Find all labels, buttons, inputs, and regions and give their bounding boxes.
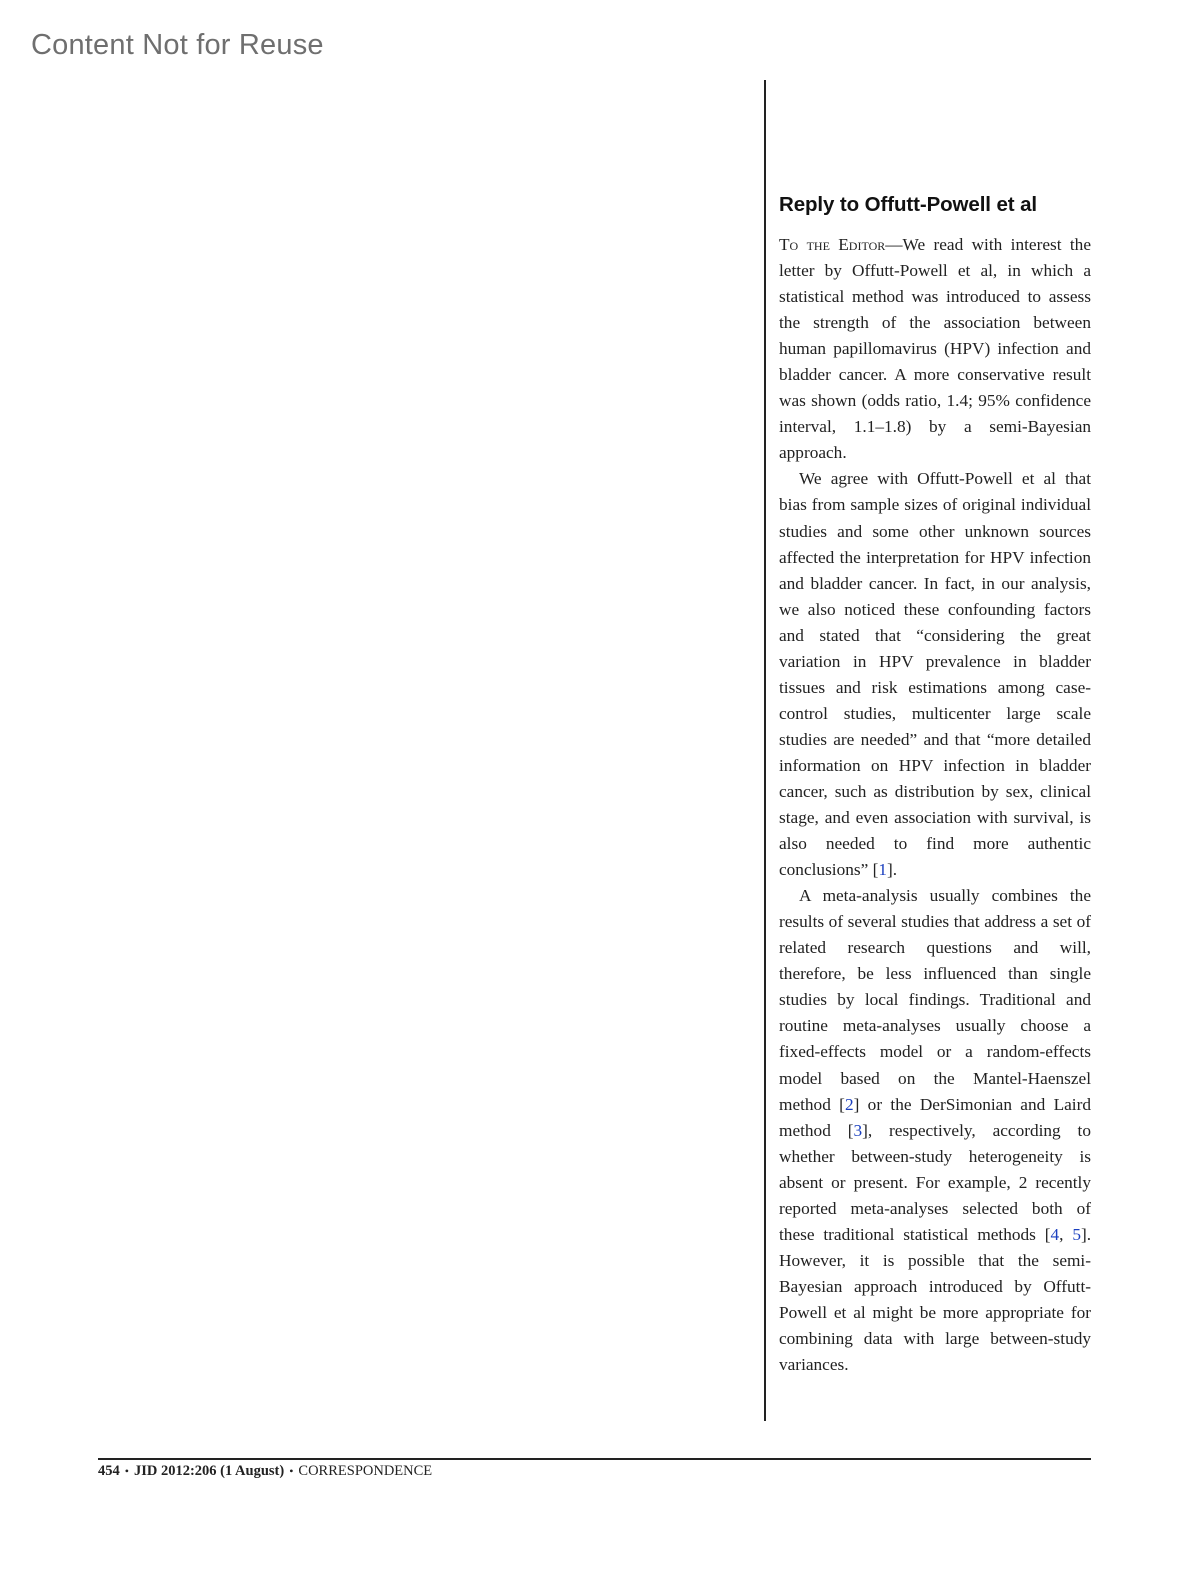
paragraph-2: We agree with Offutt-Powell et al that bias from sample sizes of original individual studies and some other unknown sources affected the interpretation for HPV infection and bladder cancer. In fact, in our analysis, we also noticed these confounding factors and stated that “considering the great variation in HPV prevalence in bladder tissues and risk estimations among case-control studies, multicenter large scale studies are needed” and that “more detailed information on HPV infection in bladder cancer, such as distribution by sex, clinical stage, and even association with survival, is also needed to find more authentic conclusions” [1]. [779,469,1091,880]
article-column [779,193,1091,1378]
footer-bullet: • [124,1464,129,1478]
page-number: 454 [98,1463,120,1479]
salutation-dash: — [885,235,903,254]
paragraph-3-text-b: or the DerSimonian and Laird method [779,1094,1092,1140]
column-divider [764,80,766,1421]
paragraph-1-text: We read with interest the letter by Offutt-Powell et al, in which a statistical method was introduced to assess the strength of the association between human papillomavirus (HPV) infection and bladder cancer. A more conservative result was shown (odds ratio, 1.4; 95% confidence interval, 1.1–1.8) by a semi-Bayesian approach. [779,235,1091,463]
paragraph-3-text-c: respectively, according to whether between-study heterogeneity is absent or present. For example, 2 recently reported meta-analyses selected both of these traditional statistical methods [779,1120,1091,1244]
reference-link-4[interactable]: 4 [1050,1224,1060,1244]
reference-link-2[interactable]: 2 [844,1094,854,1114]
reference-link-5[interactable]: 5 [1072,1224,1081,1244]
paragraph-2-text: We agree with Offutt-Powell et al that bias from sample sizes of original individual studies and some other unknown sources affected the interpretation for HPV infection and bladder cancer. In fact, in our analysis, we also noticed these confounding factors and stated that “considering the great variation in HPV prevalence in bladder tissues and risk estimations among case-control studies, multicenter large scale studies are needed” and that “more detailed information on HPV infection in bladder cancer, such as distribution by sex, clinical stage, and even association with survival, is also needed to find more authentic conclusions” [779,469,1091,880]
paragraph-1 [779,232,1091,466]
journal-citation: JID 2012:206 (1 August) [133,1463,285,1479]
footer-bullet: • [289,1464,294,1478]
article-title: Reply to Offutt-Powell et al [779,193,1038,216]
section-label: CORRESPONDENCE [298,1463,433,1479]
paragraph-3: A meta-analysis usually combines the results of several studies that address a set of related research questions and will, therefore, be less influenced than single studies by local findings. Traditional and routine meta-analyses usually choose a fixed-effects model or a random-effects model based on the Mantel-Haenszel method [2] or the DerSimonian and Laird method [3], respectively, according to whether between-study heterogeneity is absent or present. For example, 2 recently reported meta-analyses selected both of these traditional statistical methods [4, 5]. However, it is possible that the semi-Bayesian approach introduced by Offutt-Powell et al might be more appropriate for combining data with large between-study variances. [779,886,1092,1375]
paragraph-3-text-d: However, it is possible that the semi-Bayesian approach introduced by Offutt-Powell et al might be more appropriate for combining data with large between-study variances. [779,1250,1091,1375]
salutation: To the Editor [779,235,886,254]
reference-link-1[interactable]: 1 [878,860,887,880]
page-footer [98,1463,432,1480]
footer-divider [98,1458,1091,1460]
reference-link-3[interactable]: 3 [853,1120,863,1140]
paragraph-3-text-a: A meta-analysis usually combines the results of several studies that address a set of related research questions and will, therefore, be less influenced than single studies by local findings. Traditional and routine meta-analyses usually choose a fixed-effects model or a random-effects model based on the Mantel-Haenszel method [779,886,1091,1114]
watermark-text: Content Not for Reuse [31,29,324,61]
